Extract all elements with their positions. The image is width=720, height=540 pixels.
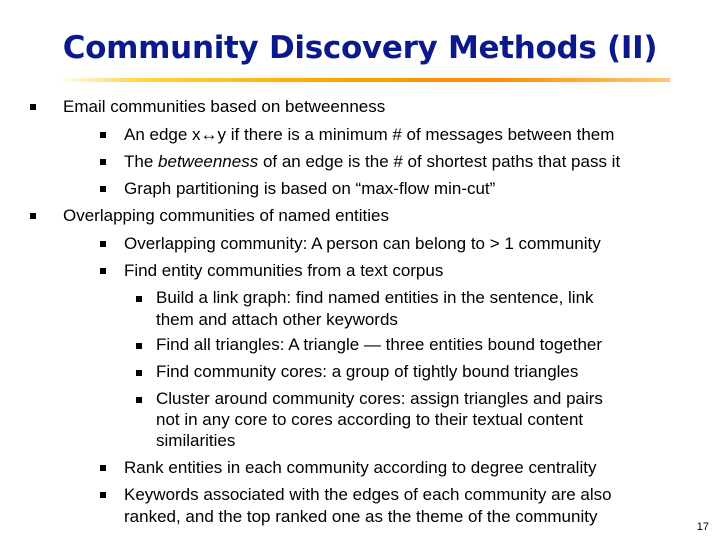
page-number: 17 [696, 521, 709, 533]
bullet-level2-keywords-line2: ranked, and the top ranked one as the theme of the community [124, 507, 598, 526]
bullet-square-icon [136, 370, 142, 376]
bullet-level2-overlapping-community: Overlapping community: A person can belong to > 1 community [124, 234, 601, 253]
bullet-square-icon [136, 397, 142, 403]
bullet-square-icon [30, 104, 36, 110]
bullet-square-icon [100, 241, 106, 247]
bullet-level2-keywords-line1: Keywords associated with the edges of each community are also [124, 485, 612, 504]
bullet-level1-email: Email communities based on betweenness [63, 97, 386, 116]
emphasis-betweenness: betweenness [158, 152, 259, 171]
bullet-level2-betweenness [124, 150, 620, 174]
bullet-square-icon [100, 465, 106, 471]
bullet-level3-cluster-line1: Cluster around community cores: assign triangles and pairs [156, 389, 603, 408]
bullet-level2-edge: An edge x↔y if there is a minimum # of messages between them [124, 125, 615, 144]
bullet-square-icon [100, 186, 106, 192]
text-segment: of an edge is the # of shortest paths that pass it [258, 152, 621, 171]
bullet-level2-partitioning: Graph partitioning is based on “max-flow min-cut” [124, 179, 496, 198]
bullet-square-icon [136, 343, 142, 349]
bullet-level3-cluster-line2: not in any core to cores according to their textual content [156, 410, 584, 429]
bullet-level3-cores: Find community cores: a group of tightly bound triangles [156, 362, 579, 381]
bullet-level3-cluster-line3: similarities [156, 431, 236, 450]
bullet-square-icon [100, 268, 106, 274]
bullet-level2-find-entity: Find entity communities from a text corpus [124, 261, 444, 280]
bullet-square-icon [100, 132, 106, 138]
bullet-level3-triangles: Find all triangles: A triangle — three entities bound together [156, 335, 603, 354]
text-segment: The [124, 152, 159, 171]
bullet-square-icon [100, 492, 106, 498]
bullet-level3-link-graph-line1: Build a link graph: find named entities in the sentence, link [156, 288, 594, 307]
bullet-level1-overlapping: Overlapping communities of named entities [63, 206, 389, 225]
bullet-square-icon [136, 296, 142, 302]
bullet-level2-rank: Rank entities in each community according to degree centrality [124, 458, 597, 477]
bullet-square-icon [100, 159, 106, 165]
slide-title: Community Discovery Methods (II) [62, 30, 658, 66]
bullet-level3-link-graph-line2: them and attach other keywords [156, 310, 398, 329]
bullet-square-icon [30, 213, 36, 219]
